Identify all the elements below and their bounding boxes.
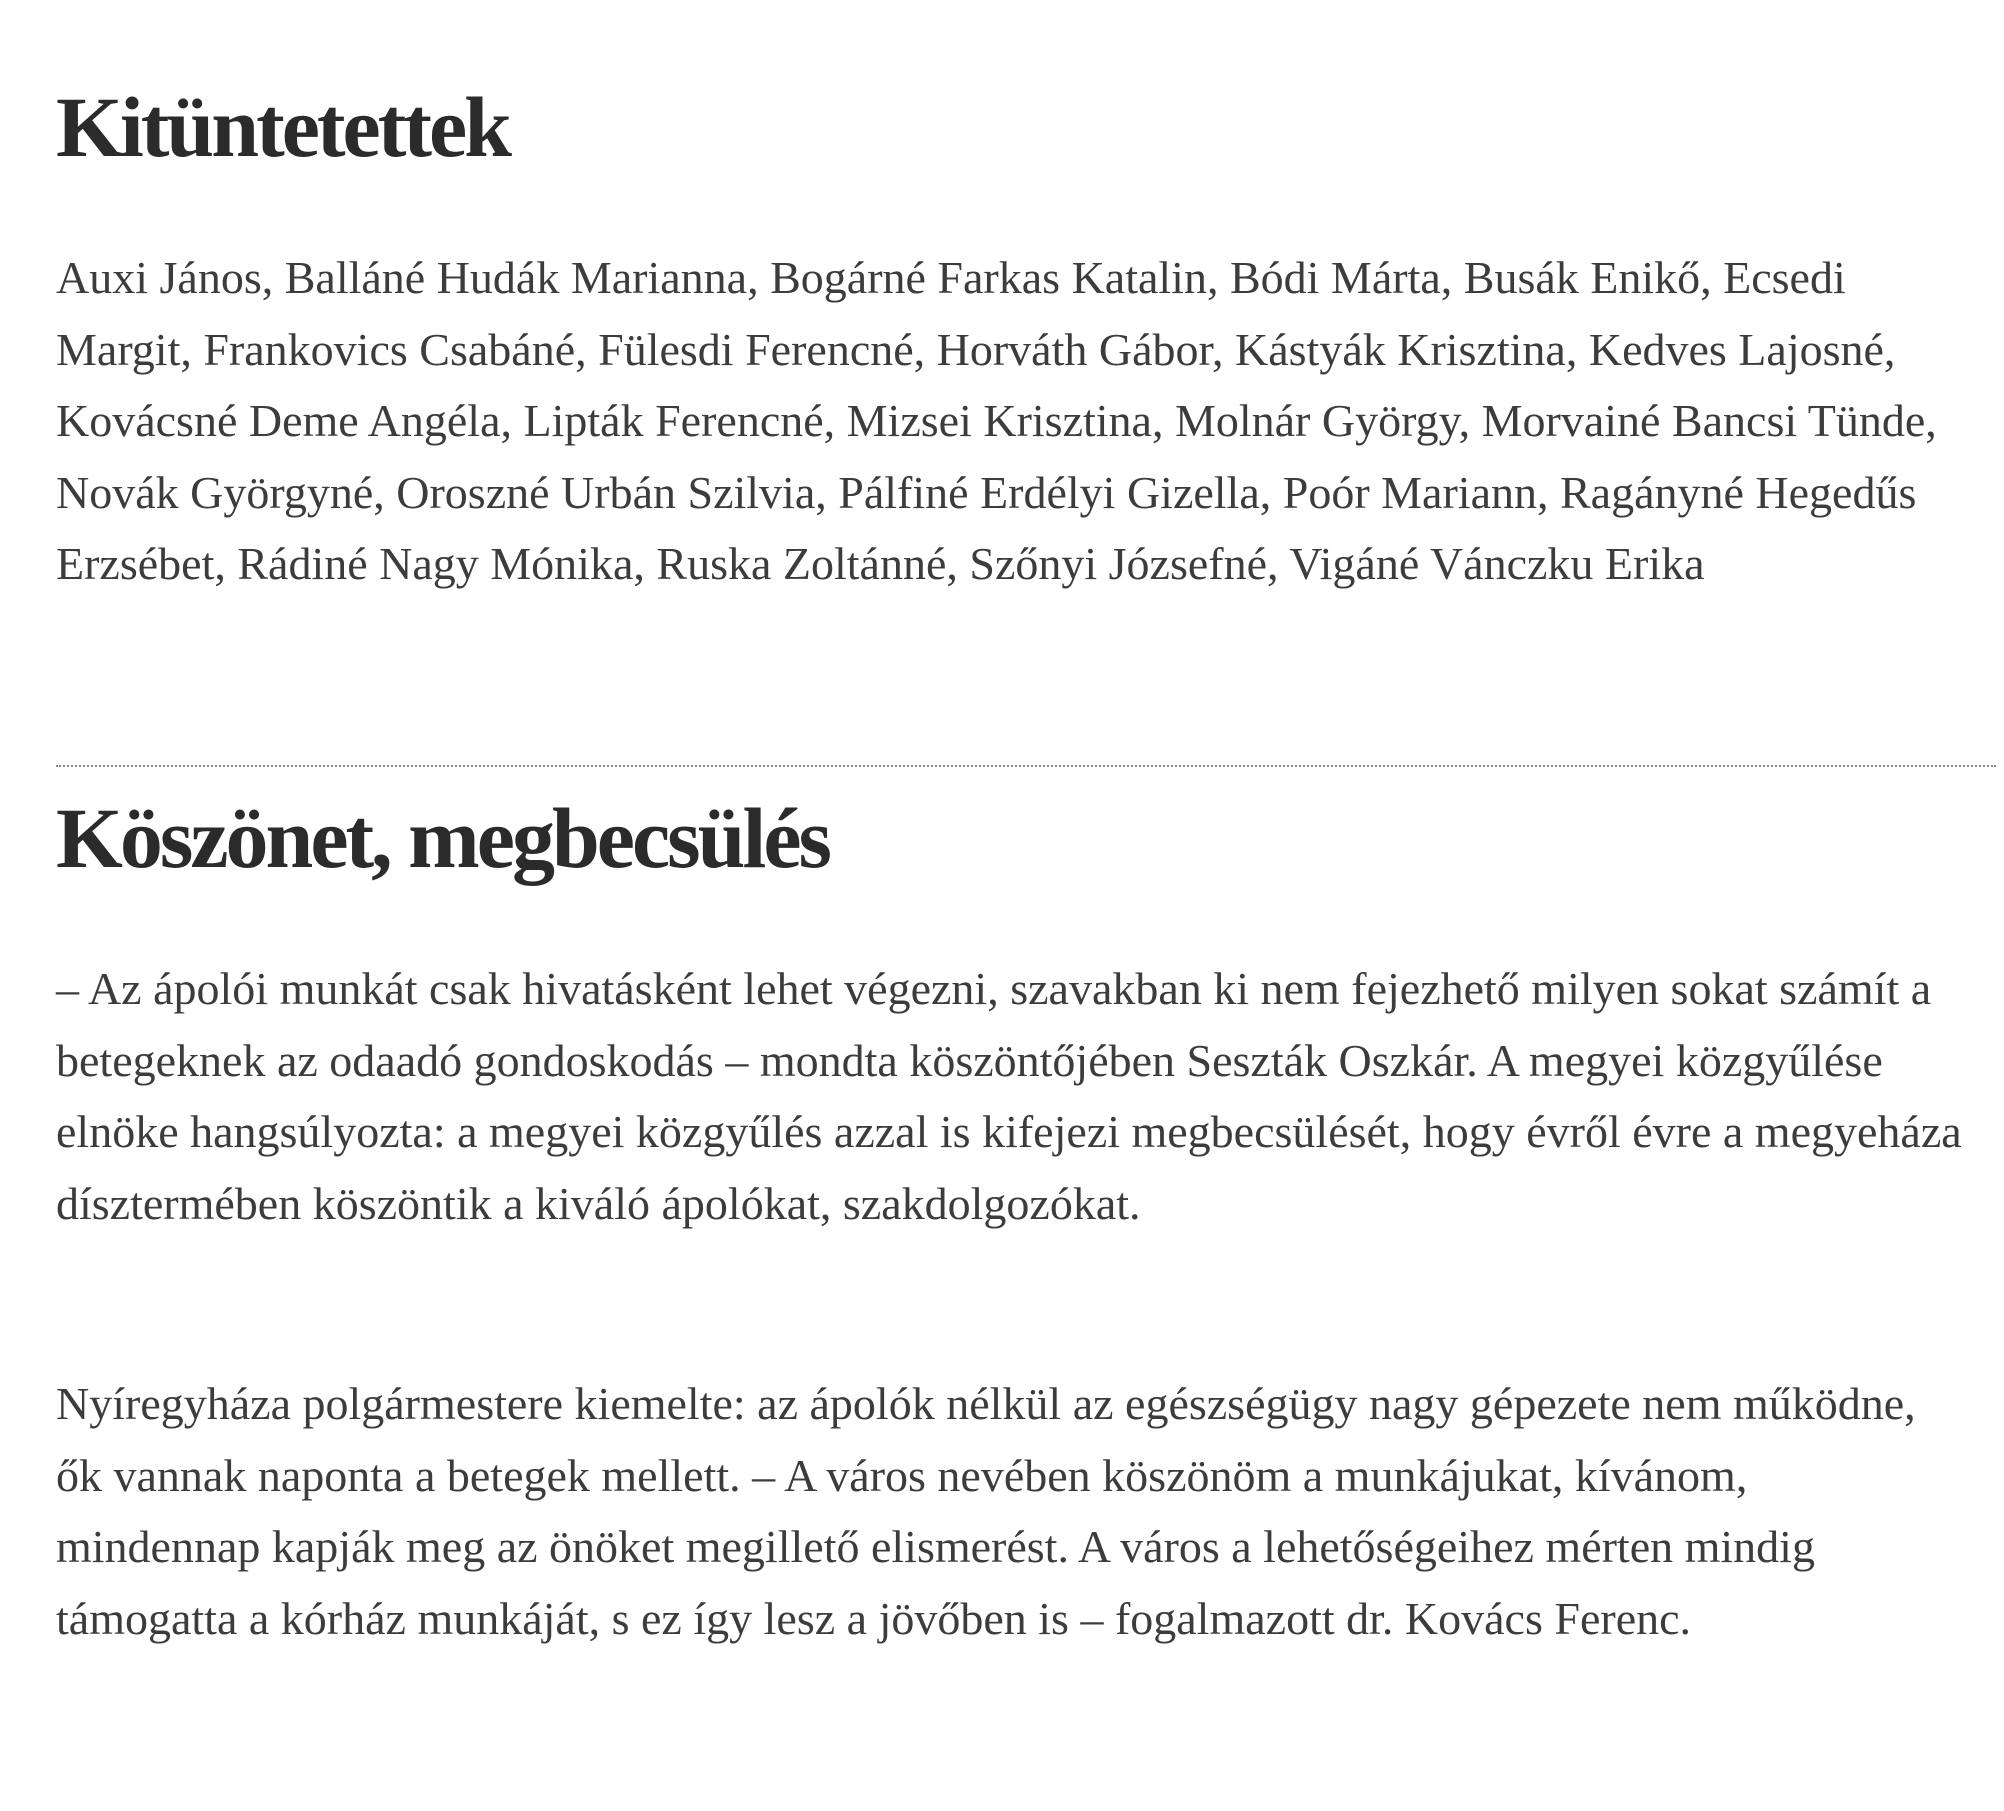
paragraph-speech-1: – Az ápolói munkát csak hivatásként lehet végezni, szavakban ki nem fejezhető milyen sokat számít a betegeknek az odaadó gondoskodás – mondta köszöntőjében Seszták Oszkár. A megyei közgyűlése elnöke hangsúlyozta: a megyei közgyűlés azzal is kifejezi megbecsülését, hogy évről évre a megyeháza dísztermében köszöntik a kiváló ápolókat, szakdolgozókat.: [56, 963, 1962, 1229]
section-divider: [56, 765, 1996, 767]
honorees-list: Auxi János, Balláné Hudák Marianna, Bogárné Farkas Katalin, Bódi Márta, Busák Enikő, Ecsedi Margit, Frankovics Csabáné, Fülesdi Ferencné, Horváth Gábor, Kástyák Krisztina, Kedves Lajosné, Kovácsné Deme Angéla, Lipták Ferencné, Mizsei Krisztina, Molnár György, Morvainé Bancsi Tünde, Novák Györgyné, Oroszné Urbán Szilvia, Pálfiné Erdélyi Gizella, Poór Mariann, Ragányné Hegedűs Erzsébet, Rádiné Nagy Mónika, Ruska Zoltánné, Szőnyi Józsefné, Vigáné Vánczku Erika: [56, 252, 1937, 589]
paragraph-speech-2: Nyíregyháza polgármestere kiemelte: az ápolók nélkül az egészségügy nagy gépezete nem működne, ők vannak naponta a betegek mellett. – A város nevében köszönöm a munkájukat, kívánom, mindennap kapják meg az önöket megillető elismerést. A város a lehetőségeihez mérten mindig támogatta a kórház munkáját, s ez így lesz a jövőben is – fogalmazott dr. Kovács Ferenc.: [56, 1378, 1916, 1644]
section-title-thanks: Köszönet, megbecsülés: [56, 790, 829, 886]
section-title-honorees: Kitüntetettek: [56, 79, 509, 175]
